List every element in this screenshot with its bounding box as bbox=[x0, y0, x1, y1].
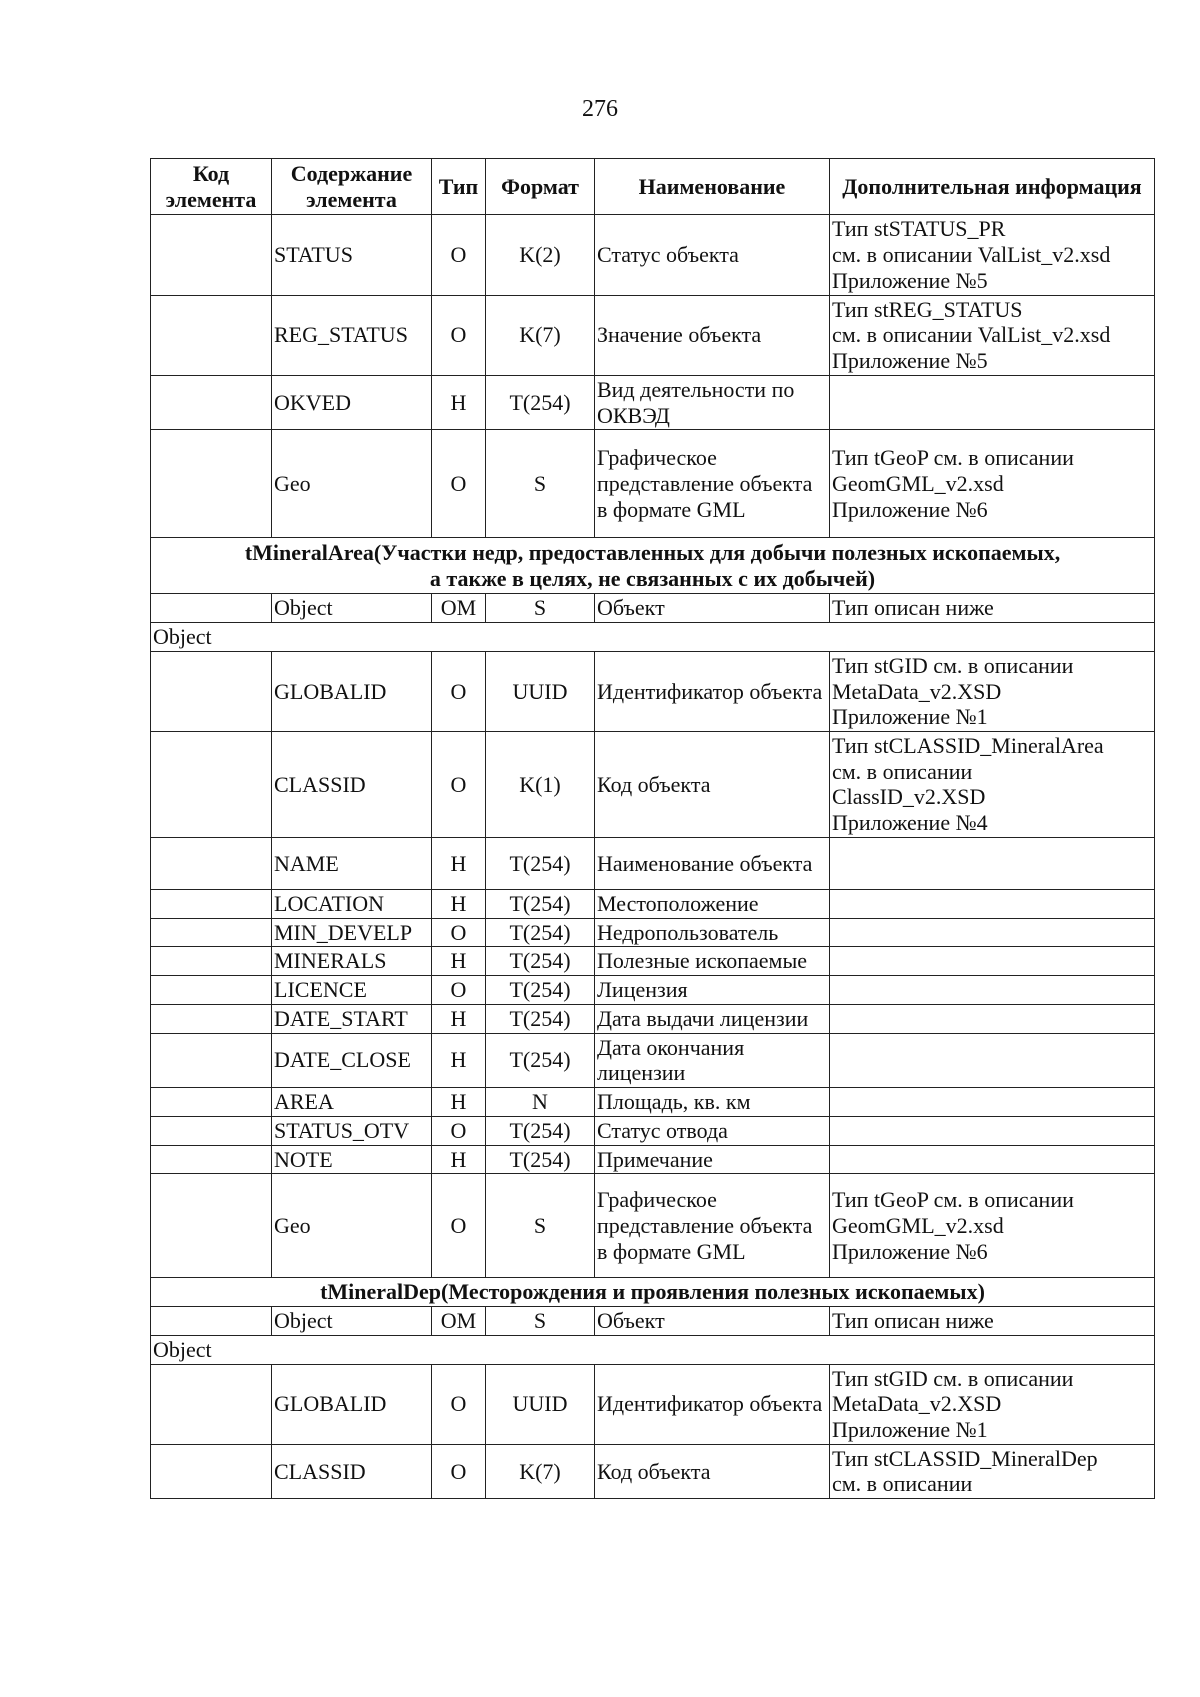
cell-code bbox=[151, 976, 272, 1005]
cell-info: Тип описан ниже bbox=[830, 1307, 1155, 1336]
cell-info: Тип описан ниже bbox=[830, 594, 1155, 623]
cell-format: K(7) bbox=[486, 295, 595, 375]
cell-code bbox=[151, 594, 272, 623]
cell-name: Код объекта bbox=[595, 732, 830, 838]
table-row bbox=[151, 889, 1155, 918]
table-row bbox=[151, 976, 1155, 1005]
cell-content: STATUS_OTV bbox=[272, 1116, 432, 1145]
table-row bbox=[151, 295, 1155, 375]
cell-type: O bbox=[432, 430, 486, 538]
cell-type: O bbox=[432, 1364, 486, 1444]
info-line: Тип stGID см. в описании bbox=[832, 652, 1074, 678]
table-row bbox=[151, 1033, 1155, 1087]
table-row bbox=[151, 1174, 1155, 1278]
cell-format: T(254) bbox=[486, 889, 595, 918]
cell-code bbox=[151, 1307, 272, 1336]
section-title-line: а также в целях, не связанных с их добычей) bbox=[429, 565, 876, 591]
cell-type: O bbox=[432, 1174, 486, 1278]
cell-info bbox=[830, 1174, 1155, 1278]
info-line: Приложение №6 bbox=[832, 496, 988, 522]
cell-content: DATE_CLOSE bbox=[272, 1033, 432, 1087]
cell-format: T(254) bbox=[486, 976, 595, 1005]
spec-table bbox=[150, 158, 1155, 1499]
cell-content: Geo bbox=[272, 1174, 432, 1278]
cell-code bbox=[151, 947, 272, 976]
header-name: Наименование bbox=[595, 159, 830, 215]
cell-code bbox=[151, 732, 272, 838]
object-label: Object bbox=[151, 1335, 1155, 1364]
cell-type: O bbox=[432, 651, 486, 731]
cell-content: Object bbox=[272, 1307, 432, 1336]
cell-format: T(254) bbox=[486, 837, 595, 889]
cell-format: S bbox=[486, 1174, 595, 1278]
cell-info bbox=[830, 430, 1155, 538]
cell-type: H bbox=[432, 889, 486, 918]
section-title: tMineralDep(Месторождения и проявления полезных ископаемых) bbox=[151, 1278, 1155, 1307]
cell-type: O bbox=[432, 1116, 486, 1145]
cell-name: Примечание bbox=[595, 1145, 830, 1174]
info-line: Приложение №4 bbox=[832, 810, 988, 836]
cell-type: O bbox=[432, 732, 486, 838]
object-label: Object bbox=[151, 623, 1155, 652]
info-line: MetaData_v2.XSD bbox=[832, 678, 1002, 704]
table-row bbox=[151, 215, 1155, 295]
cell-content: OKVED bbox=[272, 375, 432, 429]
cell-code bbox=[151, 1116, 272, 1145]
cell-content: Geo bbox=[272, 430, 432, 538]
cell-name: Идентификатор объекта bbox=[595, 1364, 830, 1444]
cell-name: Код объекта bbox=[595, 1444, 830, 1498]
rows-group-c bbox=[151, 1364, 1155, 1499]
table-row bbox=[151, 837, 1155, 889]
info-line: см. в описании ValList_v2.xsd bbox=[832, 242, 1111, 268]
cell-name: Статус объекта bbox=[595, 215, 830, 295]
header-type: Тип bbox=[432, 159, 486, 215]
cell-info bbox=[830, 837, 1155, 889]
cell-info bbox=[830, 976, 1155, 1005]
table-row bbox=[151, 1004, 1155, 1033]
table-row bbox=[151, 1364, 1155, 1444]
cell-type: H bbox=[432, 1145, 486, 1174]
cell-content: MINERALS bbox=[272, 947, 432, 976]
cell-format: S bbox=[486, 430, 595, 538]
info-line: Приложение №6 bbox=[832, 1238, 988, 1264]
cell-code bbox=[151, 1444, 272, 1498]
cell-content: AREA bbox=[272, 1088, 432, 1117]
cell-type: H bbox=[432, 375, 486, 429]
cell-name: Местоположение bbox=[595, 889, 830, 918]
cell-info bbox=[830, 1033, 1155, 1087]
cell-code bbox=[151, 215, 272, 295]
cell-info bbox=[830, 651, 1155, 731]
object-label-row bbox=[151, 623, 1155, 652]
cell-code bbox=[151, 295, 272, 375]
page-number: 276 bbox=[582, 96, 618, 122]
cell-format: UUID bbox=[486, 651, 595, 731]
cell-type: H bbox=[432, 947, 486, 976]
cell-info bbox=[830, 1004, 1155, 1033]
cell-content: CLASSID bbox=[272, 732, 432, 838]
cell-type: OM bbox=[432, 1307, 486, 1336]
info-line: MetaData_v2.XSD bbox=[832, 1391, 1002, 1417]
rows-group-a bbox=[151, 215, 1155, 538]
info-line: Тип stGID см. в описании bbox=[832, 1365, 1074, 1391]
cell-type: O bbox=[432, 215, 486, 295]
info-line: Тип tGeoP см. в описании GeomGML_v2.xsd bbox=[832, 445, 1074, 496]
table-row bbox=[151, 947, 1155, 976]
cell-format: T(254) bbox=[486, 918, 595, 947]
cell-type: O bbox=[432, 918, 486, 947]
section-mineral-dep bbox=[151, 1278, 1155, 1364]
cell-name: Графическое представление объекта в формате GML bbox=[595, 430, 830, 538]
cell-content: GLOBALID bbox=[272, 651, 432, 731]
cell-name: Объект bbox=[595, 594, 830, 623]
object-label-row bbox=[151, 1335, 1155, 1364]
cell-format: T(254) bbox=[486, 1004, 595, 1033]
section-title bbox=[151, 538, 1155, 594]
cell-info bbox=[830, 918, 1155, 947]
cell-info bbox=[830, 1145, 1155, 1174]
table-row bbox=[151, 1145, 1155, 1174]
cell-info bbox=[830, 947, 1155, 976]
cell-type: H bbox=[432, 1033, 486, 1087]
info-line: Тип tGeoP см. в описании bbox=[832, 1187, 1074, 1213]
cell-name: Дата выдачи лицензии bbox=[595, 1004, 830, 1033]
cell-content: MIN_DEVELP bbox=[272, 918, 432, 947]
cell-format: N bbox=[486, 1088, 595, 1117]
table-header bbox=[151, 159, 1155, 215]
cell-format: UUID bbox=[486, 1364, 595, 1444]
header-content: Содержание элемента bbox=[272, 159, 432, 215]
cell-type: O bbox=[432, 976, 486, 1005]
cell-code bbox=[151, 918, 272, 947]
info-line: GeomGML_v2.xsd bbox=[832, 1212, 1004, 1238]
cell-name: Лицензия bbox=[595, 976, 830, 1005]
cell-content: NOTE bbox=[272, 1145, 432, 1174]
info-line: Приложение №1 bbox=[832, 1416, 988, 1442]
cell-name: Дата окончания лицензии bbox=[595, 1033, 830, 1087]
cell-format: S bbox=[486, 594, 595, 623]
cell-code bbox=[151, 1364, 272, 1444]
cell-format: T(254) bbox=[486, 1145, 595, 1174]
cell-name: Идентификатор объекта bbox=[595, 651, 830, 731]
cell-format: T(254) bbox=[486, 1033, 595, 1087]
cell-content: LICENCE bbox=[272, 976, 432, 1005]
cell-info bbox=[830, 375, 1155, 429]
cell-type: OM bbox=[432, 594, 486, 623]
table-row bbox=[151, 1088, 1155, 1117]
object-row bbox=[151, 1307, 1155, 1336]
cell-info bbox=[830, 1088, 1155, 1117]
header-format: Формат bbox=[486, 159, 595, 215]
info-line: см. в описании ValList_v2.xsd bbox=[832, 322, 1111, 348]
cell-info bbox=[830, 295, 1155, 375]
cell-name: Недропользователь bbox=[595, 918, 830, 947]
cell-code bbox=[151, 651, 272, 731]
cell-type: O bbox=[432, 1444, 486, 1498]
cell-info bbox=[830, 1116, 1155, 1145]
table-row bbox=[151, 430, 1155, 538]
cell-code bbox=[151, 837, 272, 889]
cell-content: REG_STATUS bbox=[272, 295, 432, 375]
object-row bbox=[151, 594, 1155, 623]
cell-code bbox=[151, 1174, 272, 1278]
cell-content: GLOBALID bbox=[272, 1364, 432, 1444]
table-row bbox=[151, 918, 1155, 947]
cell-name: Объект bbox=[595, 1307, 830, 1336]
cell-content: CLASSID bbox=[272, 1444, 432, 1498]
cell-format: K(7) bbox=[486, 1444, 595, 1498]
section-mineral-area bbox=[151, 538, 1155, 651]
cell-type: O bbox=[432, 295, 486, 375]
cell-info bbox=[830, 889, 1155, 918]
cell-content: NAME bbox=[272, 837, 432, 889]
cell-code bbox=[151, 1145, 272, 1174]
cell-name: Полезные ископаемые bbox=[595, 947, 830, 976]
cell-format: S bbox=[486, 1307, 595, 1336]
table-row bbox=[151, 1444, 1155, 1498]
cell-content: LOCATION bbox=[272, 889, 432, 918]
cell-type: H bbox=[432, 1004, 486, 1033]
table-row bbox=[151, 732, 1155, 838]
info-line: см. в описании bbox=[832, 758, 973, 784]
info-line: Приложение №1 bbox=[832, 704, 988, 730]
cell-name: Наименование объекта bbox=[595, 837, 830, 889]
info-line: Приложение №5 bbox=[832, 267, 988, 293]
cell-format: T(254) bbox=[486, 947, 595, 976]
cell-format: K(1) bbox=[486, 732, 595, 838]
cell-name: Значение объекта bbox=[595, 295, 830, 375]
rows-group-b bbox=[151, 651, 1155, 1277]
cell-code bbox=[151, 1004, 272, 1033]
cell-content: Object bbox=[272, 594, 432, 623]
cell-type: H bbox=[432, 1088, 486, 1117]
cell-info bbox=[830, 1444, 1155, 1498]
table-row bbox=[151, 375, 1155, 429]
cell-code bbox=[151, 1033, 272, 1087]
info-line: Тип stCLASSID_MineralDep bbox=[832, 1445, 1098, 1471]
header-code: Код элемента bbox=[151, 159, 272, 215]
cell-code bbox=[151, 1088, 272, 1117]
cell-name: Графическое представление объекта в формате GML bbox=[595, 1174, 830, 1278]
cell-code bbox=[151, 375, 272, 429]
table-row bbox=[151, 651, 1155, 731]
cell-content: DATE_START bbox=[272, 1004, 432, 1033]
cell-format: T(254) bbox=[486, 1116, 595, 1145]
cell-info bbox=[830, 1364, 1155, 1444]
info-line: Тип stSTATUS_PR bbox=[832, 216, 1006, 242]
cell-code bbox=[151, 430, 272, 538]
info-line: Тип stCLASSID_MineralArea bbox=[832, 733, 1104, 759]
cell-format: K(2) bbox=[486, 215, 595, 295]
cell-name: Вид деятельности по ОКВЭД bbox=[595, 375, 830, 429]
cell-name: Площадь, кв. км bbox=[595, 1088, 830, 1117]
info-line: Тип stREG_STATUS bbox=[832, 296, 1023, 322]
info-line: Приложение №5 bbox=[832, 348, 988, 374]
cell-content: STATUS bbox=[272, 215, 432, 295]
cell-info bbox=[830, 732, 1155, 838]
info-line: см. в описании bbox=[832, 1471, 973, 1497]
header-info: Дополнительная информация bbox=[830, 159, 1155, 215]
table-row bbox=[151, 1116, 1155, 1145]
cell-type: H bbox=[432, 837, 486, 889]
cell-code bbox=[151, 889, 272, 918]
cell-info bbox=[830, 215, 1155, 295]
info-line: ClassID_v2.XSD bbox=[832, 784, 986, 810]
cell-format: T(254) bbox=[486, 375, 595, 429]
section-title-line: tMineralArea(Участки недр, предоставленных для добычи полезных ископаемых, bbox=[244, 540, 1061, 566]
cell-name: Статус отвода bbox=[595, 1116, 830, 1145]
